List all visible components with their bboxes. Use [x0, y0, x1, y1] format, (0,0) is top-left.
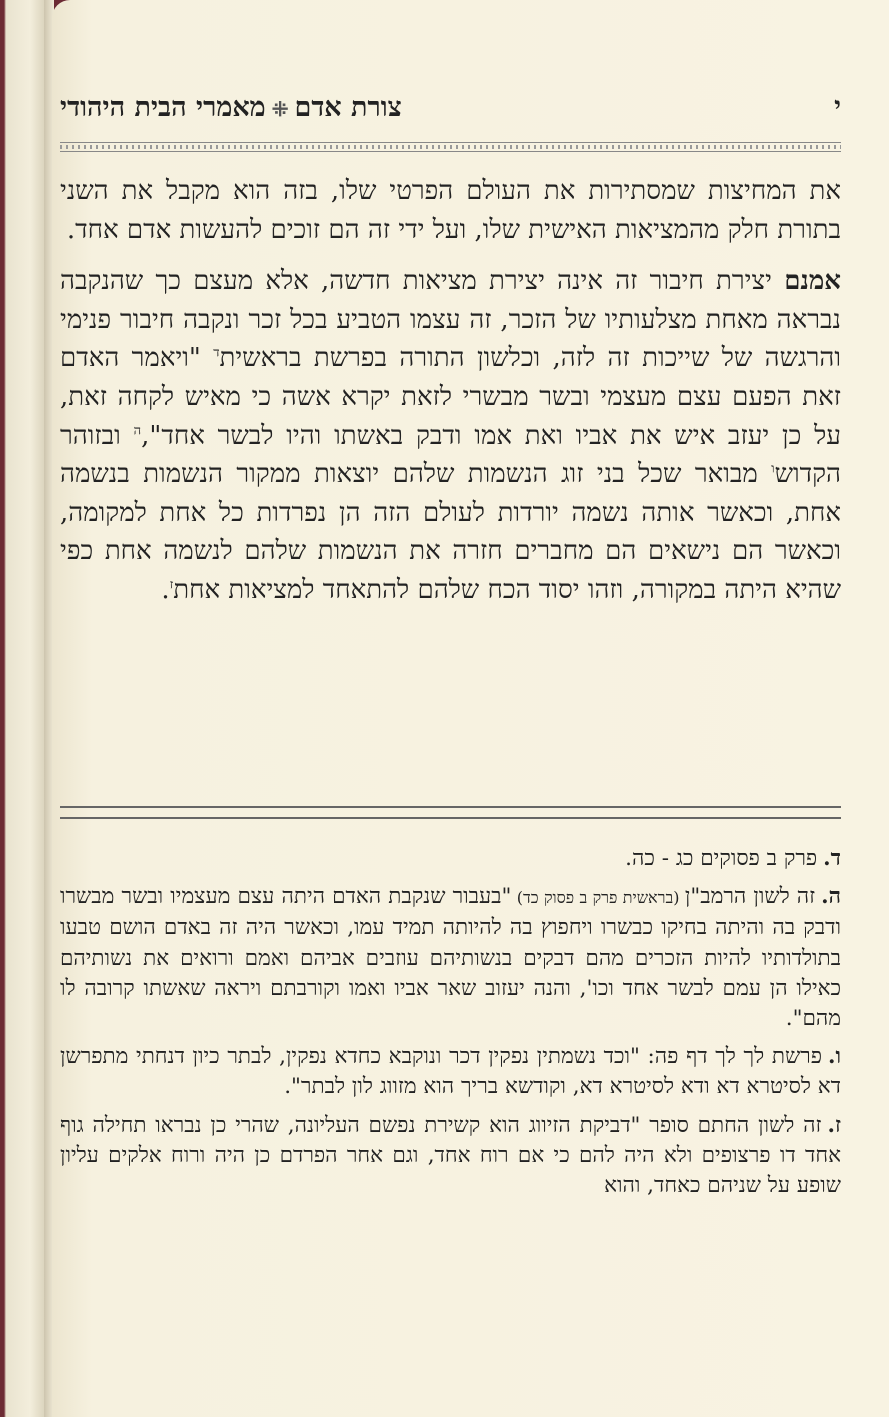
paragraph-2-end: . — [161, 574, 170, 605]
footnote-z — [60, 1111, 841, 1202]
footnote-text: פרק ב פסוקים כג - כה. — [625, 846, 818, 871]
paragraph-2-part-b: "ויאמר האדם זאת הפעם עצם מעצמי ובשר מבשרי לזאת יקרא אשה כי מאיש לקחה זאת, על כן יעזב איש את אביו ואת אמו ודבק באשתו והיו לבשר אחד", — [60, 343, 842, 451]
book-part-title: צורת אדם — [294, 92, 402, 123]
footnote-text: זה לשון החתם סופר "דביקת הזיווג הוא קשירת נפשם העליונה, שהרי כן נבראו תחילה גוף אחד דו פרצופים ולא היה להם כי אם רוח אחד, וגם אחר הפרדם כן היה ורוח אלקים עליון שופע על שניהם כאחד, והוא — [60, 1112, 841, 1199]
main-text — [60, 172, 841, 610]
paragraph-2 — [60, 262, 841, 609]
footnote-letter: ה. — [821, 884, 841, 910]
footnote-ref-d: ד — [213, 345, 220, 361]
running-title — [60, 92, 402, 123]
page-number: י — [834, 92, 841, 122]
page-header — [60, 92, 841, 140]
ornament-icon: ⁜ — [271, 97, 289, 121]
paragraph-2-part-c: ובזוהר הקדוש — [60, 420, 841, 490]
paragraph-lead-word: אמנם — [784, 266, 841, 297]
facing-page-edge — [0, 0, 44, 1417]
paragraph-2-part-d: מבואר שכל בני זוג הנשמות שלהם יוצאות ממקור הנשמות בנשמה אחת, וכאשר אותה נשמה יורדות לעולם הזה הן נפרדות כל אחת למקומה, וכאשר הם נישאים הם מחברים חזרה את הנשמות שלהם לנשמה אחת כפי שהיא היתה במקורה, וזהו יסוד הכח שלהם להתאחד למציאות אחת — [60, 459, 841, 605]
paragraph-2-part-a: יצירת חיבור זה אינה יצירת מציאות חדשה, אלא מעצם כך שהנקבה נבראה מאחת מצלעותיו של הזכר, זה עצמו הטביע בכל זכר ונקבה חיבור פנימי והרגשה של שייכות זה לזה, וכלשון התורה בפרשת בראשית — [60, 266, 841, 374]
footnote-letter: ד. — [823, 846, 841, 871]
footnote-h — [60, 882, 841, 1034]
footnote-quote: "בעבור שנקבת האדם היתה עצם מעצמיו ובשר מבשרו ודבק בה והיתה בחיקו כבשרו ויחפוץ בה להיותה תמיד עמו, וכאשר היה זה באדם הושם טבעו בתולדותיו להיות הזכרים מהם דבקים בנשותיהם עוזבים אביהם ואמם ורואים את נשותיהם כאילו הן עמם לבשר אחד וכו', והנה יעזוב שאר אביו ואמו וקורבתם ויראה שאשתו קרובה לו מהם". — [60, 884, 841, 1032]
footnote-text: פרשת לך לך דף פה: "וכד נשמתין נפקין דכר ונוקבא כחדא נפקין, לבתר כיון דנחתי מתפרשן דא לסיטרא דא ודא לסיטרא דא, וקודשא בריך הוא מזווג לון לבתר". — [60, 1044, 841, 1100]
footnote-d — [60, 844, 841, 874]
header-rule — [60, 142, 841, 152]
footnote-ref-z: ז — [169, 577, 174, 593]
footnotes — [60, 844, 841, 1209]
footnote-divider — [60, 806, 841, 819]
footnote-v — [60, 1042, 841, 1102]
book-title: מאמרי הבית היהודי — [60, 92, 266, 123]
footnote-text: זה לשון הרמב"ן — [684, 884, 816, 910]
footnote-source: (בראשית פרק ב פסוק כד) — [511, 888, 685, 908]
paragraph-1: את המחיצות שמסתירות את העולם הפרטי שלו, בזה הוא מקבל את השני בתורת חלק מהמציאות האישית שלו, ועל ידי זה הם זוכים להעשות אדם אחד. — [60, 176, 842, 245]
footnote-ref-h: ה — [133, 422, 142, 438]
footnote-ref-v: ו — [771, 461, 775, 477]
footnote-letter: ו. — [828, 1044, 841, 1070]
footnote-letter: ז. — [827, 1112, 841, 1138]
